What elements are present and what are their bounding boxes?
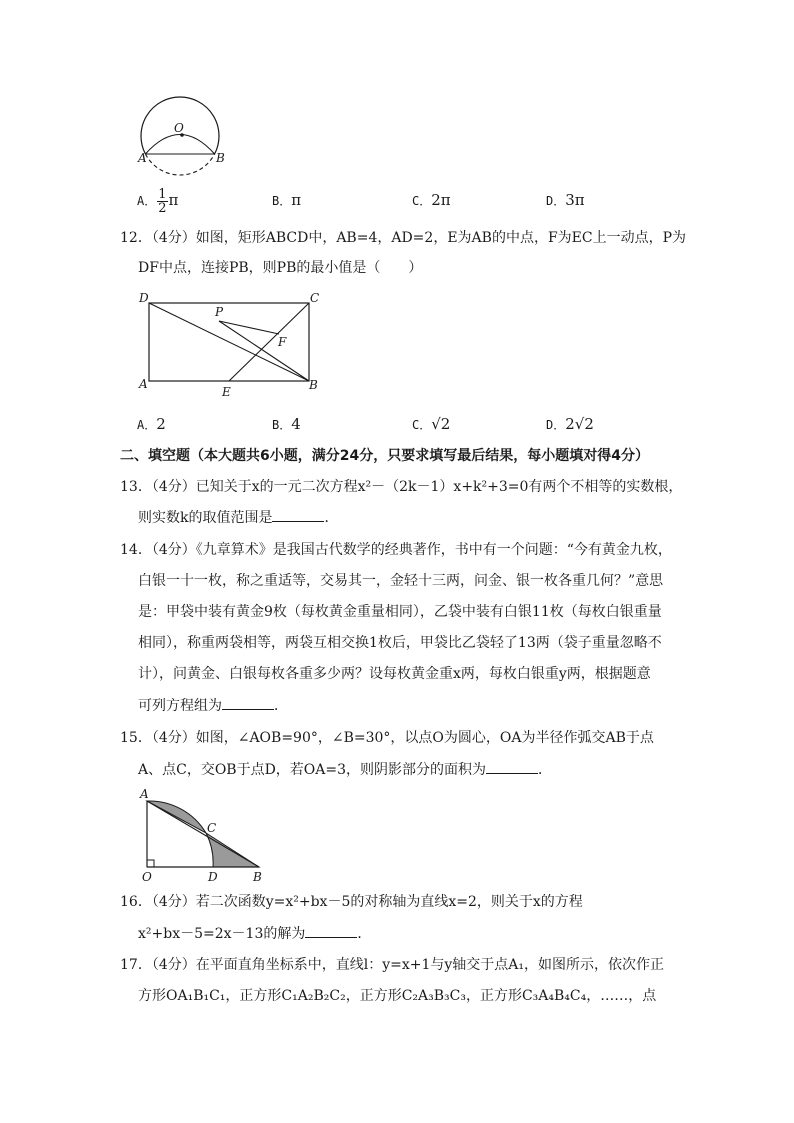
q12-option-d[interactable] bbox=[546, 414, 594, 436]
section-heading-fill-in: 二、填空题（本大题共6小题，满分24分，只要求填写最后结果，每小题填对得4分） bbox=[120, 448, 649, 464]
q12-text-line-1: 12．（4分）如图，矩形ABCD中，AB=4，AD=2，E为AB的中点，F为EC上一动点，P为 bbox=[120, 230, 687, 246]
label-a: A bbox=[140, 787, 149, 801]
answer-blank[interactable] bbox=[305, 923, 357, 938]
label-o: O bbox=[142, 870, 152, 884]
label-e: E bbox=[222, 385, 231, 399]
q13-text-line-2 bbox=[138, 507, 338, 528]
fraction-numerator: 1 bbox=[158, 187, 167, 202]
q15-text-line-2 bbox=[138, 759, 552, 780]
q15-period: ． bbox=[538, 762, 553, 778]
q12-text-line-2: DF中点，连接PB，则PB的最小值是（ ） bbox=[138, 260, 423, 276]
option-label: B． bbox=[272, 418, 292, 432]
q14-text-line-6 bbox=[138, 695, 288, 716]
label-b: B bbox=[309, 378, 318, 392]
rectangle-figure-q12 bbox=[135, 288, 335, 400]
q14-period: ． bbox=[274, 698, 288, 714]
q12-option-c[interactable] bbox=[412, 414, 450, 436]
fraction-denominator: 2 bbox=[158, 201, 167, 216]
option-label: D． bbox=[546, 418, 566, 432]
inner-arc-aob bbox=[145, 135, 214, 155]
q12-option-a[interactable] bbox=[137, 414, 166, 436]
option-value: 3π bbox=[565, 191, 585, 209]
segment-ec bbox=[229, 303, 309, 381]
q16-text-line-2 bbox=[138, 923, 371, 944]
q14-text-line-5: 计），问黄金、白银每枚各重多少两？设每枚黄金重x两，每枚白银重y两，根据题意 bbox=[138, 666, 651, 682]
label-c: C bbox=[207, 821, 217, 835]
option-value: 2 bbox=[156, 415, 166, 433]
q14-text-line-3: 是：甲袋中装有黄金9枚（每枚黄金重量相同），乙袋中装有白银11枚（每枚白银重量 bbox=[138, 604, 662, 620]
option-value: 2π bbox=[431, 191, 451, 209]
q14-text-line-1: 14．（4分）《九章算术》是我国古代数学的经典著作，书中有一个问题：“今有黄金九枚， bbox=[120, 542, 672, 558]
label-a: A bbox=[138, 151, 147, 165]
q13-period: ． bbox=[324, 510, 339, 526]
option-label: A． bbox=[137, 194, 157, 208]
right-angle-mark bbox=[147, 860, 154, 867]
option-label: A． bbox=[137, 418, 157, 432]
label-b: B bbox=[216, 151, 225, 165]
answer-blank[interactable] bbox=[272, 507, 324, 522]
label-b: B bbox=[253, 870, 262, 884]
segment-ab bbox=[147, 801, 259, 867]
q17-text-line-2: 方形OA₁B₁C₁，正方形C₁A₂B₂C₂，正方形C₂A₃B₃C₃，正方形C₃A₄B₄C₄，……，点 bbox=[138, 988, 657, 1004]
label-d: D bbox=[208, 870, 218, 884]
q14-text: 可列方程组为 bbox=[138, 698, 222, 714]
q16-period: ． bbox=[357, 926, 372, 942]
option-value: π bbox=[291, 191, 302, 209]
label-d: D bbox=[139, 291, 149, 305]
answer-blank[interactable] bbox=[486, 759, 538, 774]
option-value: 4 bbox=[291, 415, 301, 433]
sector-figure-q15 bbox=[135, 785, 275, 885]
option-value: √2 bbox=[431, 415, 451, 433]
label-o: O bbox=[174, 121, 184, 135]
q12-option-b[interactable] bbox=[272, 414, 301, 436]
circle-minor-arc-dashed bbox=[145, 154, 214, 175]
label-a: A bbox=[139, 377, 148, 391]
option-label: C． bbox=[412, 194, 432, 208]
q11-option-b[interactable] bbox=[272, 190, 301, 212]
q17-text-line-1: 17．（4分）在平面直角坐标系中，直线l：y=x+1与y轴交于点A₁，如图所示，依次作正 bbox=[120, 957, 665, 973]
q11-option-d[interactable] bbox=[546, 190, 585, 212]
option-label: C． bbox=[412, 418, 432, 432]
option-label: D． bbox=[546, 194, 566, 208]
label-c: C bbox=[310, 291, 320, 305]
option-value: π bbox=[168, 191, 179, 209]
q11-option-a[interactable] bbox=[137, 188, 178, 215]
q14-text-line-2: 白银一十一枚，称之重适等，交易其一，金轻十三两，问金、银一枚各重几何？”意思 bbox=[138, 573, 664, 589]
segment-pb bbox=[219, 321, 309, 381]
option-value: 2√2 bbox=[565, 415, 594, 433]
answer-blank[interactable] bbox=[222, 695, 274, 710]
q16-text: x²+bx－5=2x－13的解为 bbox=[138, 926, 306, 942]
label-f: F bbox=[278, 335, 287, 349]
q13-text: 则实数k的取值范围是 bbox=[138, 510, 273, 526]
q15-text: A、点C，交OB于点D，若OA=3，则阴影部分的面积为 bbox=[138, 762, 487, 778]
option-label: B． bbox=[272, 194, 292, 208]
label-p: P bbox=[215, 305, 224, 319]
fraction-one-half bbox=[157, 188, 167, 215]
circle-figure-q11 bbox=[130, 90, 240, 180]
q14-text-line-4: 相同），称重两袋相等，两袋互相交换1枚后，甲袋比乙袋轻了13两（袋子重量忽略不 bbox=[138, 635, 662, 651]
q15-text-line-1: 15．（4分）如图，∠AOB=90°，∠B=30°，以点O为圆心，OA为半径作弧交AB于点 bbox=[120, 730, 654, 746]
q13-text-line-1: 13．（4分）已知关于x的一元二次方程x²－（2k－1）x+k²+3=0有两个不相等的实数根， bbox=[120, 479, 683, 495]
q11-option-c[interactable] bbox=[412, 190, 451, 212]
q16-text-line-1: 16．（4分）若二次函数y=x²+bx－5的对称轴为直线x=2，则关于x的方程 bbox=[120, 894, 583, 910]
